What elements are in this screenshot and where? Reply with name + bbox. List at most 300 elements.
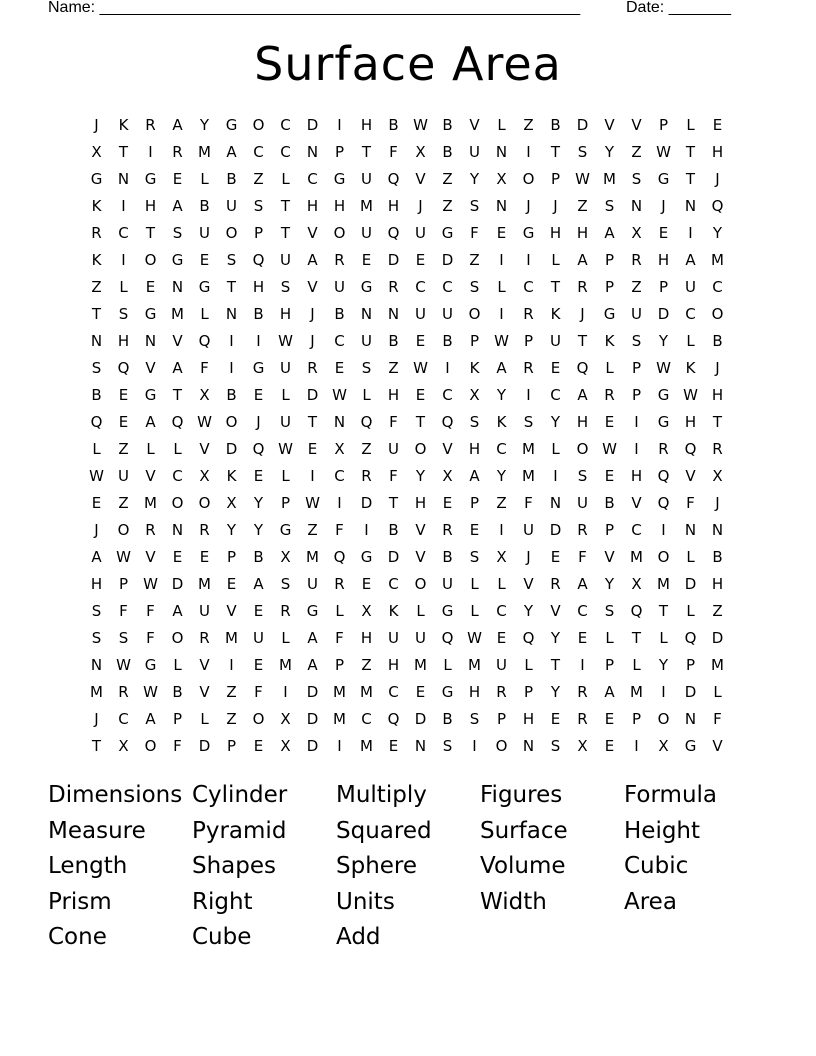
grid-letter: T: [91, 304, 102, 323]
grid-letter: W: [683, 385, 698, 404]
grid-letter: O: [576, 439, 589, 458]
grid-letter: M: [711, 655, 724, 674]
grid-letter: T: [307, 412, 318, 431]
grid-letter: M: [333, 682, 346, 701]
grid-letter: F: [470, 223, 479, 242]
grid-letter: E: [658, 223, 669, 242]
grid-letter: F: [254, 682, 263, 701]
grid-letter: R: [550, 574, 561, 593]
grid-letter: E: [253, 385, 264, 404]
grid-letter: L: [200, 709, 209, 728]
grid-letter: B: [253, 304, 264, 323]
grid-letter: E: [199, 547, 210, 566]
word-bank-item: Cone: [48, 924, 107, 950]
grid-letter: Y: [712, 223, 723, 242]
grid-letter: E: [604, 709, 615, 728]
grid-letter: T: [280, 223, 291, 242]
grid-letter: W: [197, 412, 212, 431]
grid-letter: G: [603, 304, 616, 323]
grid-letter: I: [229, 331, 234, 350]
grid-letter: E: [199, 250, 210, 269]
grid-letter: S: [442, 736, 453, 755]
grid-letter: G: [360, 547, 373, 566]
grid-letter: O: [468, 304, 481, 323]
grid-letter: I: [526, 385, 531, 404]
grid-letter: I: [499, 250, 504, 269]
grid-letter: Z: [226, 709, 237, 728]
grid-letter: U: [415, 304, 426, 323]
grid-letter: A: [307, 250, 318, 269]
grid-letter: R: [145, 520, 156, 539]
grid-letter: L: [659, 628, 668, 647]
grid-letter: N: [171, 520, 184, 539]
grid-letter: U: [577, 493, 588, 512]
grid-letter: X: [631, 223, 642, 242]
grid-letter: M: [360, 682, 373, 701]
grid-letter: B: [442, 331, 453, 350]
grid-letter: W: [278, 439, 293, 458]
grid-letter: S: [91, 628, 102, 647]
grid-letter: V: [172, 331, 183, 350]
grid-letter: B: [550, 115, 561, 134]
grid-letter: V: [604, 115, 615, 134]
grid-letter: Q: [117, 358, 130, 377]
grid-letter: V: [712, 736, 723, 755]
grid-letter: Q: [441, 628, 454, 647]
grid-letter: D: [441, 250, 454, 269]
grid-letter: O: [171, 493, 184, 512]
grid-letter: E: [253, 655, 264, 674]
grid-letter: N: [414, 736, 427, 755]
grid-letter: L: [119, 277, 128, 296]
grid-letter: I: [148, 142, 153, 161]
grid-letter: I: [580, 655, 585, 674]
grid-letter: W: [116, 655, 131, 674]
grid-letter: U: [631, 304, 642, 323]
grid-letter: M: [522, 466, 535, 485]
word-bank-item: Cubic: [624, 853, 689, 879]
grid-letter: U: [442, 574, 453, 593]
grid-letter: Y: [658, 655, 669, 674]
grid-letter: K: [388, 601, 399, 620]
grid-letter: E: [469, 520, 480, 539]
grid-letter: M: [333, 709, 346, 728]
grid-letter: I: [229, 358, 234, 377]
grid-letter: X: [118, 736, 129, 755]
grid-letter: S: [577, 466, 588, 485]
grid-letter: Z: [469, 250, 480, 269]
grid-letter: I: [688, 223, 693, 242]
grid-letter: Y: [496, 466, 507, 485]
grid-letter: W: [116, 547, 131, 566]
grid-letter: J: [715, 358, 720, 377]
grid-letter: P: [334, 142, 345, 161]
grid-letter: E: [415, 331, 426, 350]
grid-letter: V: [199, 655, 210, 674]
grid-letter: D: [360, 493, 373, 512]
grid-letter: V: [307, 223, 318, 242]
grid-letter: F: [578, 547, 587, 566]
grid-letter: E: [604, 412, 615, 431]
word-bank-item: Measure: [48, 817, 146, 844]
grid-letter: O: [495, 736, 508, 755]
grid-letter: D: [657, 304, 670, 323]
grid-letter: U: [442, 304, 453, 323]
grid-letter: W: [656, 358, 671, 377]
grid-letter: C: [442, 385, 453, 404]
grid-letter: X: [280, 736, 291, 755]
grid-letter: F: [713, 709, 722, 728]
grid-letter: N: [225, 304, 238, 323]
grid-letter: H: [711, 142, 724, 161]
grid-letter: Y: [226, 520, 237, 539]
grid-letter: B: [199, 196, 210, 215]
grid-letter: V: [145, 547, 156, 566]
grid-letter: E: [577, 628, 588, 647]
grid-letter: W: [575, 169, 590, 188]
word-bank: [48, 778, 768, 956]
grid-letter: M: [198, 142, 211, 161]
grid-letter: V: [523, 574, 534, 593]
grid-letter: P: [631, 709, 642, 728]
page-title: Surface Area: [254, 37, 562, 91]
grid-letter: G: [441, 223, 454, 242]
grid-letter: F: [389, 142, 398, 161]
grid-letter: B: [712, 331, 723, 350]
grid-letter: L: [92, 439, 101, 458]
grid-letter: H: [468, 439, 481, 458]
grid-letter: O: [252, 709, 265, 728]
grid-letter: P: [226, 547, 237, 566]
grid-letter: Z: [91, 277, 102, 296]
grid-letter: Y: [496, 385, 507, 404]
grid-letter: L: [146, 439, 155, 458]
grid-letter: E: [334, 358, 345, 377]
word-bank-item: Formula: [624, 782, 717, 808]
grid-letter: F: [200, 358, 209, 377]
grid-letter: Q: [441, 412, 454, 431]
grid-letter: I: [310, 466, 315, 485]
grid-letter: S: [253, 196, 264, 215]
grid-letter: R: [442, 520, 453, 539]
grid-letter: D: [306, 736, 319, 755]
grid-letter: D: [306, 682, 319, 701]
grid-letter: L: [632, 655, 641, 674]
grid-letter: P: [604, 250, 615, 269]
grid-letter: S: [280, 277, 291, 296]
grid-letter: Z: [577, 196, 588, 215]
grid-letter: U: [361, 223, 372, 242]
grid-letter: Y: [604, 142, 615, 161]
grid-letter: A: [145, 709, 156, 728]
grid-letter: S: [118, 628, 129, 647]
grid-letter: V: [550, 601, 561, 620]
grid-letter: A: [577, 574, 588, 593]
grid-letter: S: [523, 412, 534, 431]
grid-letter: W: [602, 439, 617, 458]
grid-letter: G: [657, 412, 670, 431]
grid-letter: M: [630, 682, 643, 701]
grid-letter: Q: [387, 223, 400, 242]
grid-letter: M: [306, 547, 319, 566]
grid-letter: S: [469, 709, 480, 728]
grid-letter: R: [280, 601, 291, 620]
grid-letter: B: [334, 304, 345, 323]
grid-letter: A: [253, 574, 264, 593]
grid-letter: Y: [415, 466, 426, 485]
grid-letter: S: [604, 196, 615, 215]
grid-letter: H: [279, 304, 292, 323]
grid-letter: J: [715, 493, 720, 512]
grid-letter: E: [172, 169, 183, 188]
grid-letter: V: [631, 115, 642, 134]
grid-letter: P: [604, 277, 615, 296]
grid-letter: L: [173, 655, 182, 674]
word-bank-item: Sphere: [336, 853, 418, 879]
grid-letter: G: [657, 169, 670, 188]
grid-letter: P: [685, 655, 696, 674]
grid-letter: A: [172, 115, 183, 134]
grid-letter: J: [661, 196, 666, 215]
grid-letter: H: [576, 412, 589, 431]
name-line: Name: ______________________________________________________: [48, 0, 581, 16]
grid-letter: K: [604, 331, 615, 350]
grid-letter: Z: [226, 682, 237, 701]
word-bank-item: Width: [480, 888, 547, 915]
grid-letter: S: [226, 250, 237, 269]
grid-letter: H: [711, 385, 724, 404]
grid-letter: L: [686, 547, 695, 566]
word-bank-item: Prism: [48, 888, 112, 915]
grid-letter: S: [91, 358, 102, 377]
grid-letter: Z: [307, 520, 318, 539]
grid-letter: H: [387, 385, 400, 404]
grid-letter: P: [631, 358, 642, 377]
grid-letter: H: [657, 250, 670, 269]
grid-letter: L: [281, 628, 290, 647]
grid-letter: S: [550, 736, 561, 755]
grid-letter: T: [685, 142, 696, 161]
grid-letter: T: [712, 412, 723, 431]
grid-letter: W: [89, 466, 104, 485]
grid-letter: L: [281, 385, 290, 404]
grid-letter: H: [522, 709, 535, 728]
grid-letter: P: [604, 520, 615, 539]
grid-letter: M: [90, 682, 103, 701]
grid-letter: W: [656, 142, 671, 161]
grid-letter: X: [496, 547, 507, 566]
grid-letter: W: [305, 493, 320, 512]
grid-letter: E: [307, 439, 318, 458]
grid-letter: O: [657, 547, 670, 566]
grid-letter: I: [121, 250, 126, 269]
grid-letter: E: [550, 547, 561, 566]
grid-letter: D: [387, 250, 400, 269]
grid-letter: J: [94, 115, 99, 134]
grid-letter: A: [307, 655, 318, 674]
grid-letter: T: [550, 142, 561, 161]
grid-letter: A: [172, 358, 183, 377]
grid-letter: Q: [333, 547, 346, 566]
grid-letter: Q: [684, 439, 697, 458]
grid-letter: O: [198, 493, 211, 512]
grid-letter: P: [658, 277, 669, 296]
grid-letter: Q: [657, 466, 670, 485]
grid-letter: S: [469, 412, 480, 431]
grid-letter: L: [173, 439, 182, 458]
word-bank-item: Add: [336, 924, 381, 950]
grid-letter: V: [145, 358, 156, 377]
grid-letter: O: [522, 169, 535, 188]
word-bank-item: Surface: [480, 817, 568, 844]
grid-letter: U: [550, 331, 561, 350]
grid-letter: T: [415, 412, 426, 431]
grid-letter: U: [388, 628, 399, 647]
grid-letter: A: [577, 250, 588, 269]
word-bank-item: Cube: [192, 924, 252, 950]
grid-letter: I: [526, 250, 531, 269]
grid-letter: G: [144, 169, 157, 188]
grid-letter: A: [496, 358, 507, 377]
grid-letter: U: [253, 628, 264, 647]
grid-letter: J: [418, 196, 423, 215]
grid-letter: L: [497, 574, 506, 593]
grid-letter: H: [306, 196, 319, 215]
grid-letter: I: [445, 358, 450, 377]
grid-letter: F: [389, 412, 398, 431]
grid-letter: A: [685, 250, 696, 269]
grid-letter: A: [91, 547, 102, 566]
grid-letter: R: [577, 277, 588, 296]
grid-letter: I: [661, 682, 666, 701]
grid-letter: V: [469, 115, 480, 134]
grid-letter: J: [256, 412, 261, 431]
grid-letter: E: [712, 115, 723, 134]
grid-letter: D: [306, 709, 319, 728]
word-bank-item: Length: [48, 853, 128, 879]
grid-letter: B: [442, 142, 453, 161]
grid-letter: J: [553, 196, 558, 215]
grid-letter: M: [198, 574, 211, 593]
grid-letter: W: [332, 385, 347, 404]
grid-letter: P: [604, 655, 615, 674]
grid-letter: R: [307, 358, 318, 377]
grid-letter: R: [91, 223, 102, 242]
grid-letter: C: [361, 709, 372, 728]
grid-letter: C: [415, 277, 426, 296]
grid-letter: O: [414, 574, 427, 593]
grid-letter: L: [551, 250, 560, 269]
grid-letter: H: [711, 574, 724, 593]
grid-letter: E: [361, 250, 372, 269]
grid-letter: M: [711, 250, 724, 269]
grid-letter: N: [171, 277, 184, 296]
grid-letter: K: [91, 196, 102, 215]
grid-letter: I: [499, 520, 504, 539]
grid-letter: C: [496, 601, 507, 620]
grid-letter: Z: [361, 655, 372, 674]
grid-letter: U: [307, 574, 318, 593]
grid-letter: U: [334, 277, 345, 296]
grid-letter: P: [631, 385, 642, 404]
grid-letter: O: [657, 709, 670, 728]
grid-letter: C: [253, 142, 264, 161]
grid-letter: N: [90, 331, 103, 350]
grid-letter: Z: [253, 169, 264, 188]
grid-letter: B: [91, 385, 102, 404]
grid-letter: E: [415, 682, 426, 701]
grid-letter: I: [634, 736, 639, 755]
grid-letter: B: [442, 709, 453, 728]
grid-letter: X: [91, 142, 102, 161]
grid-letter: M: [171, 304, 184, 323]
grid-letter: Q: [684, 628, 697, 647]
grid-letter: X: [712, 466, 723, 485]
grid-letter: M: [522, 439, 535, 458]
grid-letter: Z: [388, 358, 399, 377]
grid-letter: G: [360, 277, 373, 296]
grid-letter: H: [144, 196, 157, 215]
grid-letter: Q: [711, 196, 724, 215]
grid-letter: S: [361, 358, 372, 377]
grid-letter: R: [577, 709, 588, 728]
grid-letter: H: [252, 277, 265, 296]
word-bank-item: Volume: [480, 853, 566, 879]
grid-letter: E: [415, 385, 426, 404]
grid-letter: T: [577, 331, 588, 350]
grid-letter: T: [550, 655, 561, 674]
grid-letter: R: [523, 304, 534, 323]
grid-letter: P: [496, 709, 507, 728]
grid-letter: R: [577, 682, 588, 701]
grid-letter: M: [360, 196, 373, 215]
grid-letter: Q: [171, 412, 184, 431]
grid-letter: V: [226, 601, 237, 620]
grid-letter: Q: [522, 628, 535, 647]
worksheet-header: [48, 0, 731, 18]
grid-letter: H: [360, 628, 373, 647]
grid-letter: Y: [604, 574, 615, 593]
grid-letter: N: [333, 412, 346, 431]
grid-letter: R: [334, 250, 345, 269]
grid-letter: T: [685, 169, 696, 188]
grid-letter: X: [631, 574, 642, 593]
grid-letter: Y: [199, 115, 210, 134]
grid-letter: U: [415, 223, 426, 242]
grid-letter: N: [522, 736, 535, 755]
grid-letter: Q: [576, 358, 589, 377]
grid-letter: G: [279, 520, 292, 539]
grid-letter: C: [118, 223, 129, 242]
grid-letter: X: [334, 439, 345, 458]
grid-letter: N: [495, 142, 508, 161]
grid-letter: V: [685, 466, 696, 485]
grid-letter: G: [144, 304, 157, 323]
grid-letter: X: [361, 601, 372, 620]
grid-letter: I: [337, 493, 342, 512]
grid-letter: A: [145, 412, 156, 431]
grid-letter: E: [415, 250, 426, 269]
grid-letter: N: [630, 196, 643, 215]
grid-letter: F: [389, 466, 398, 485]
grid-letter: W: [278, 331, 293, 350]
word-bank-item: Right: [192, 888, 253, 915]
grid-letter: X: [226, 493, 237, 512]
grid-letter: L: [497, 115, 506, 134]
grid-letter: N: [90, 655, 103, 674]
grid-letter: I: [121, 196, 126, 215]
grid-letter: E: [253, 736, 264, 755]
